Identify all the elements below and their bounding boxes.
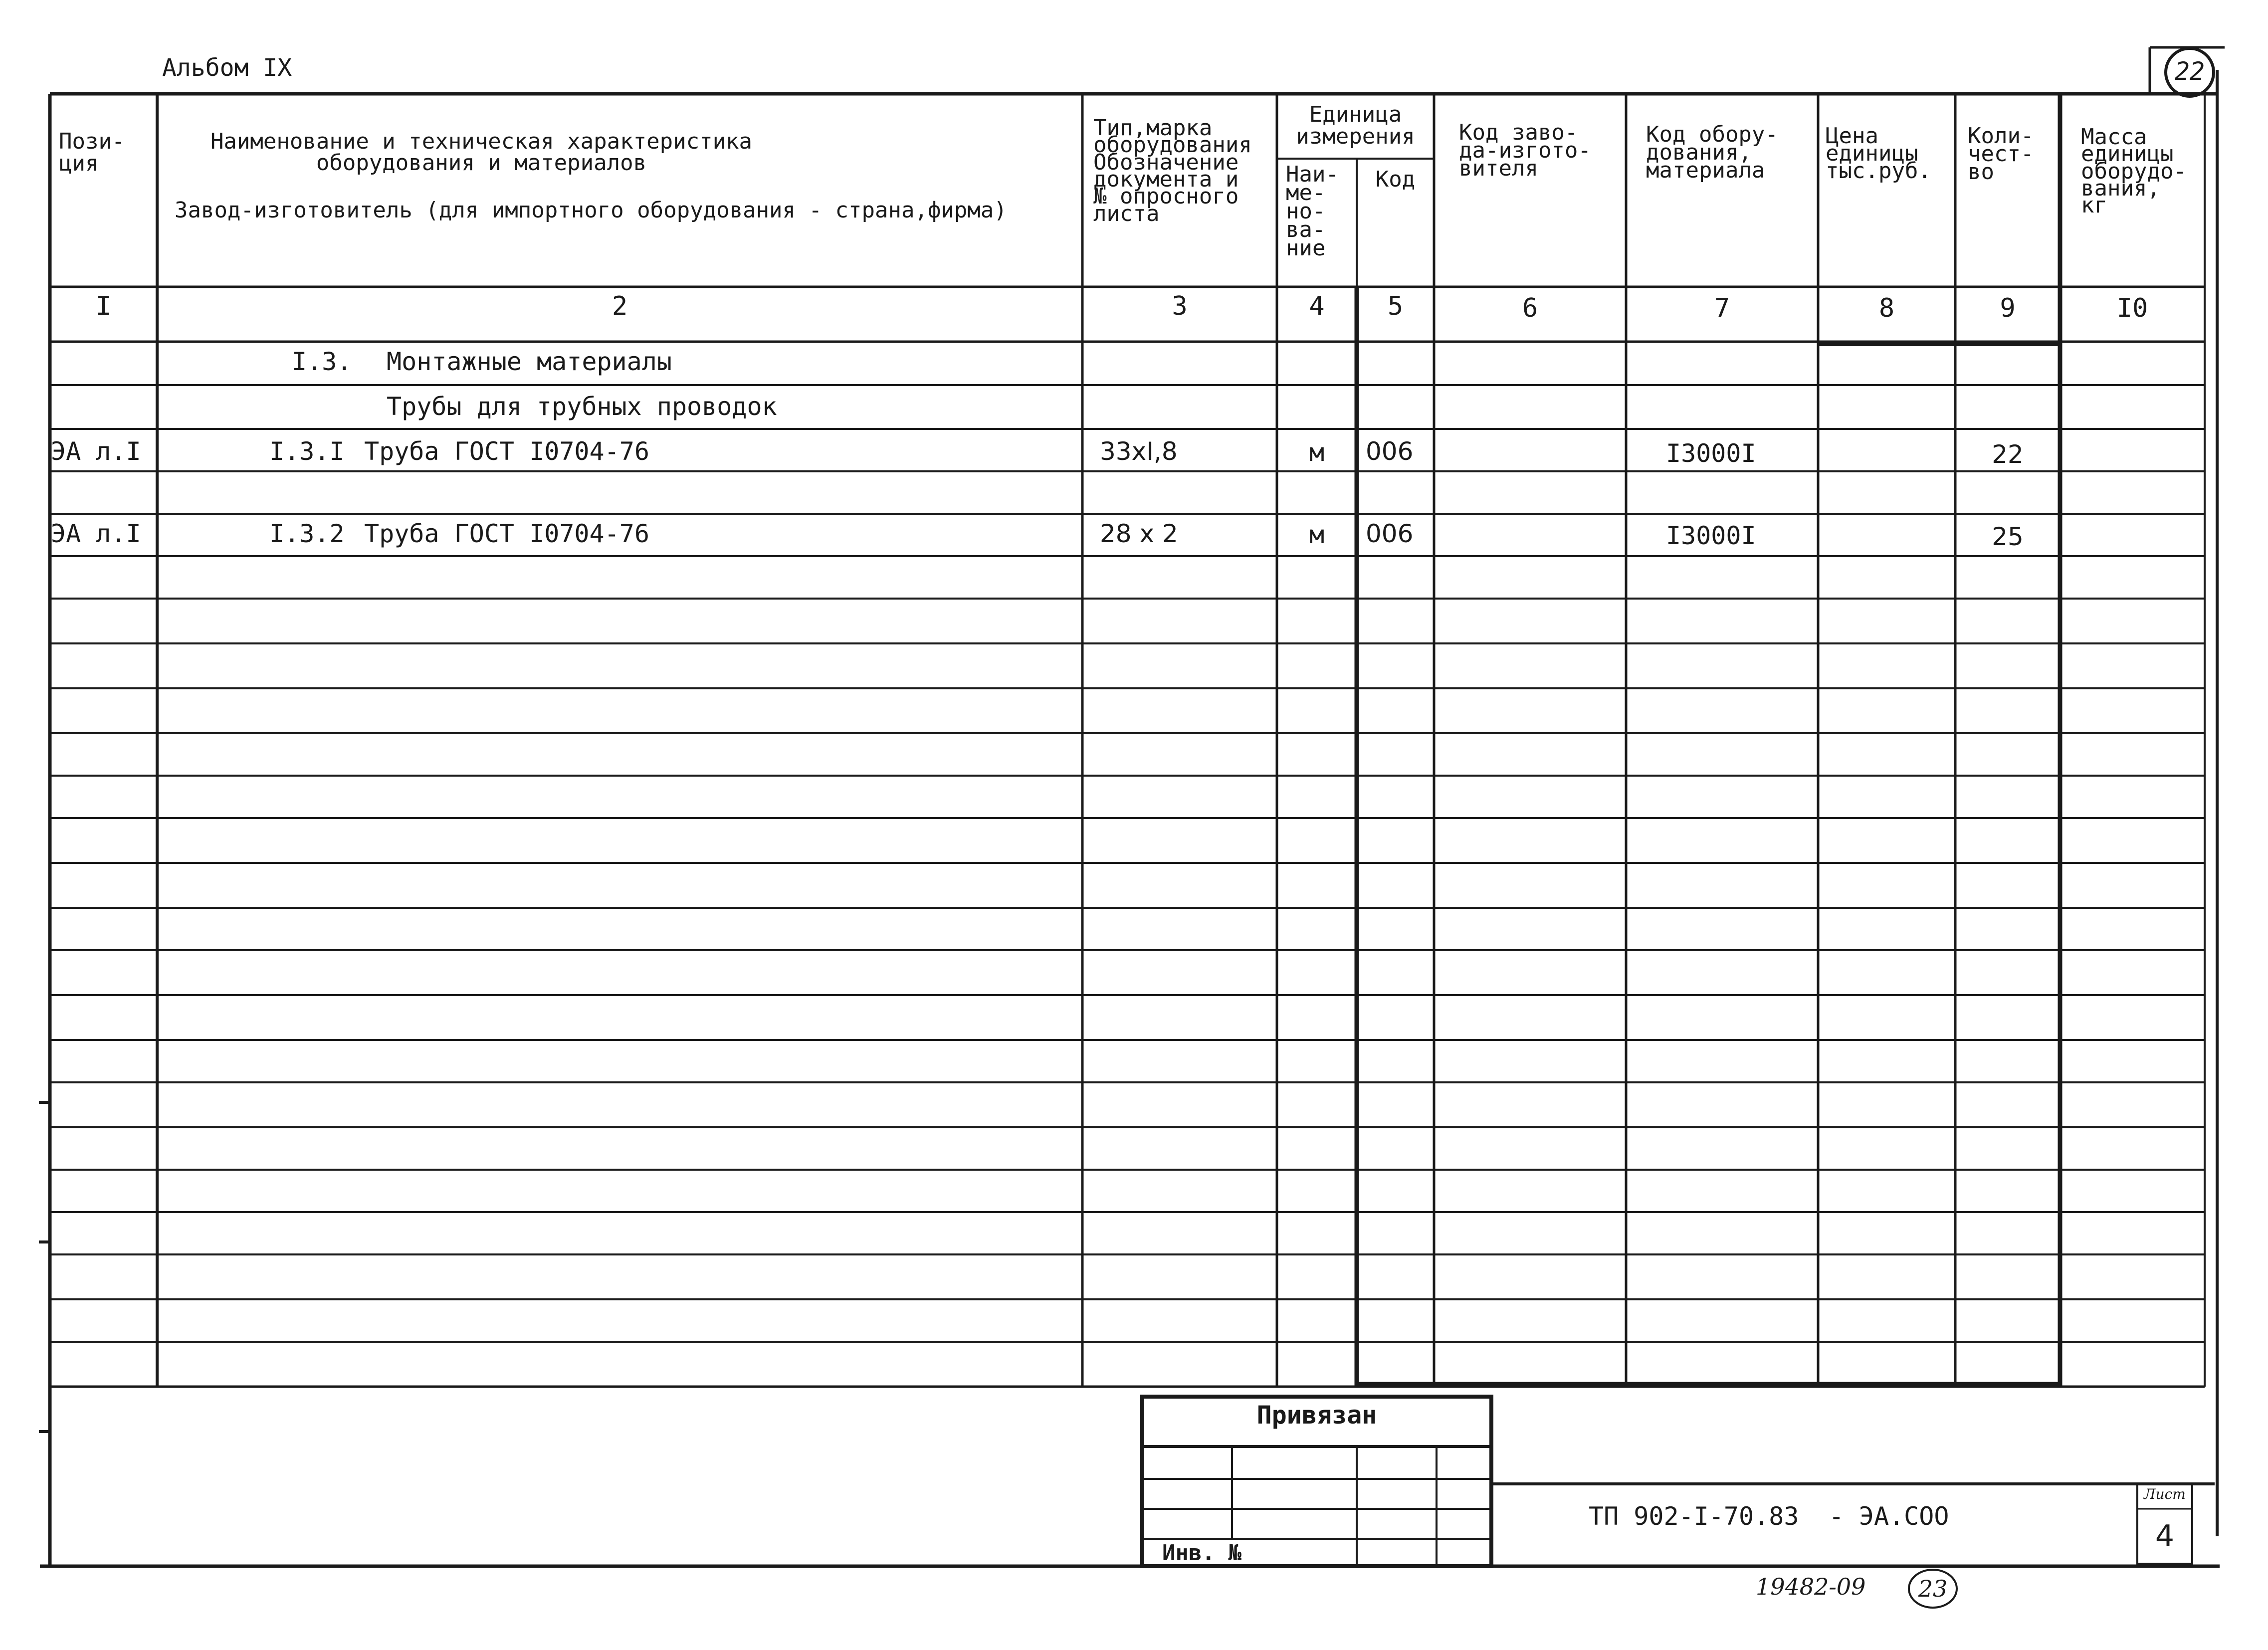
table-row-3-equip-code: I3000I	[1666, 439, 1756, 468]
circled-number: 23	[1918, 1575, 1948, 1602]
table-row-3-name: Труба ГОСТ I0704-76	[364, 437, 649, 466]
column-number-9: 9	[2000, 293, 2016, 323]
table-row-4-number: I.3.2	[269, 519, 345, 548]
table-row-3-code: 006	[1366, 437, 1414, 466]
table-row-4-position: ЭА л.I	[51, 519, 141, 548]
table-row-4-code: 006	[1366, 519, 1414, 548]
header-unit: Единица измерения	[1296, 102, 1415, 149]
sheet-label: Лист	[2144, 1486, 2186, 1502]
column-number-7: 7	[1714, 293, 1730, 323]
header-position: Пози- ция	[59, 129, 125, 176]
header-unit-code: Код	[1375, 167, 1416, 192]
table-row-3-position: ЭА л.I	[51, 437, 141, 466]
column-number-6: 6	[1522, 293, 1538, 323]
table-row-1-name: Монтажные материалы	[387, 347, 672, 376]
table-row-4-qty: 25	[1992, 522, 2024, 551]
table-row-3-qty: 22	[1992, 440, 2024, 469]
header-name-line3: Завод-изготовитель (для импортного оборудования - страна,фирма)	[175, 198, 1007, 223]
header-qty: Коли- чест- во	[1968, 123, 2034, 185]
header-price: Цена единицы тыс.руб.	[1826, 123, 1931, 184]
header-name-line1: Наименование и техническая характеристика	[210, 129, 753, 154]
table-row-2-name: Трубы для трубных проводок	[387, 392, 777, 421]
document-code: ТП 902-I-70.83 - ЭА.СОО	[1589, 1502, 1949, 1531]
sheet-number: 4	[2155, 1519, 2175, 1554]
header-equip-code: Код обору- дования, материала	[1646, 122, 1778, 184]
stamp-attached-label: Привязан	[1256, 1401, 1377, 1430]
column-number-8: 8	[1878, 293, 1895, 323]
table-row-4-type: 28 x 2	[1100, 519, 1178, 548]
archive-number: 19482-09	[1756, 1573, 1866, 1600]
header-type: Тип,марка оборудования Обозначение документа и № опросного листа	[1093, 115, 1252, 226]
header-mass: Масса единицы оборудо- вания, кг	[2081, 124, 2187, 218]
header-unit-name: Наи- ме- но- ва- ние	[1286, 162, 1339, 261]
table-row-3-unit: м	[1309, 438, 1325, 467]
table-row-4-unit: м	[1309, 520, 1325, 549]
stamp-inv-label: Инв. №	[1162, 1540, 1241, 1566]
header-name-line2: оборудования и материалов	[316, 150, 647, 176]
column-number-10: I0	[2116, 293, 2148, 323]
column-number-4: 4	[1309, 291, 1325, 321]
column-number-2: 2	[612, 291, 628, 321]
column-number-5: 5	[1387, 291, 1404, 321]
table-row-3-number: I.3.I	[269, 437, 345, 466]
table-row-4-equip-code: I3000I	[1666, 521, 1756, 550]
table-row-4-name: Труба ГОСТ I0704-76	[364, 519, 649, 548]
header-maker-code: Код заво- да-изгото- вителя	[1459, 120, 1591, 182]
album-label: Альбом IX	[162, 54, 292, 82]
column-number-3: 3	[1172, 291, 1188, 321]
page-number: 22	[2174, 57, 2205, 86]
table-row-1-number: I.3.	[292, 347, 352, 376]
column-number-1: I	[95, 291, 112, 321]
table-row-3-type: 33xI,8	[1100, 437, 1178, 466]
